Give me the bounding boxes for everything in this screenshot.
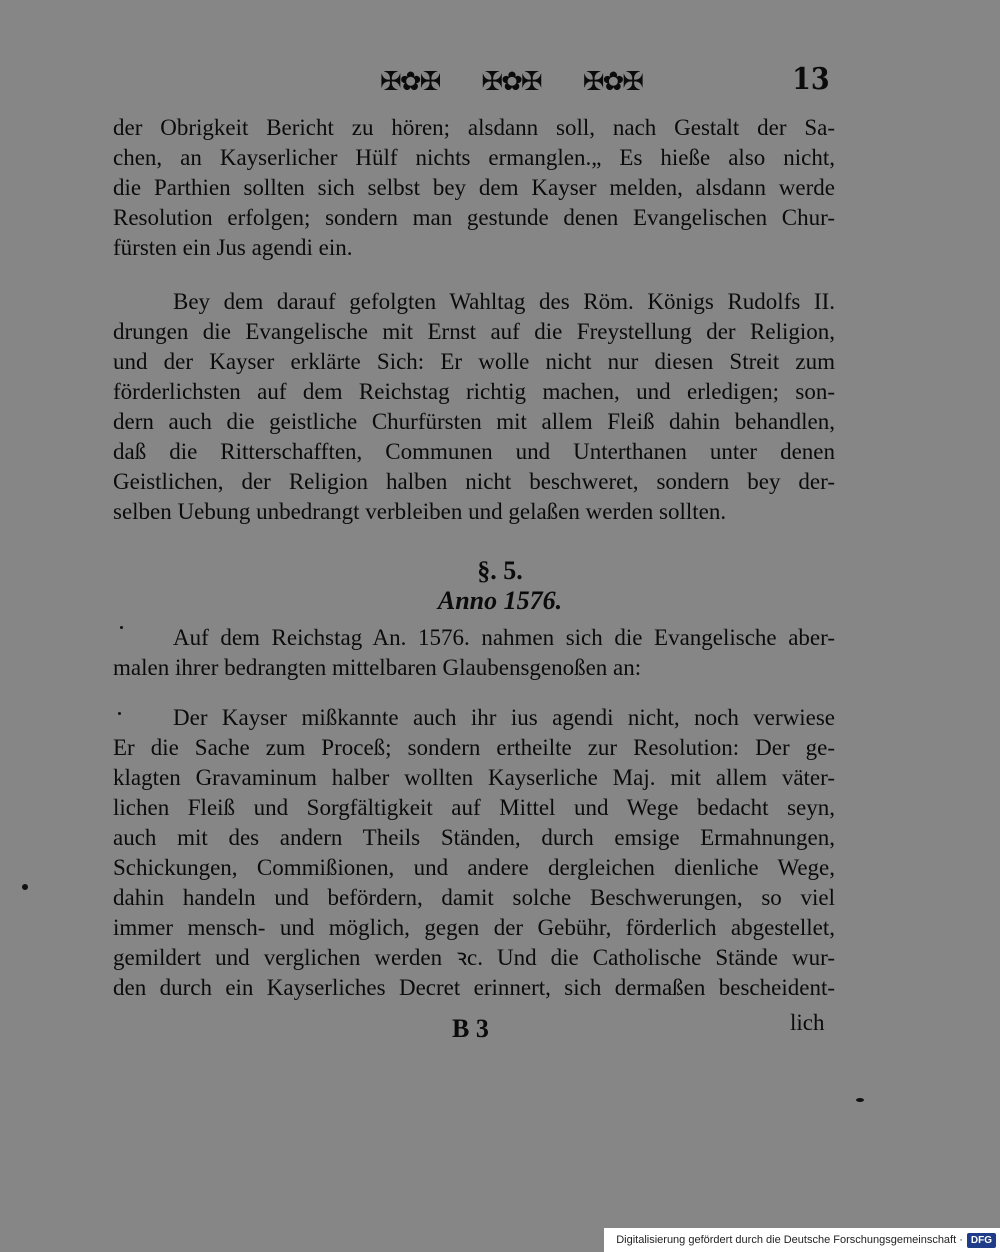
dfg-logo: DFG xyxy=(967,1233,996,1248)
text-line: Bey dem darauf gefolgten Wahltag des Röm. Königs Rudolfs II. xyxy=(173,289,835,314)
text-line: Auf dem Reichstag An. 1576. nahmen sich die Evangelische aber- xyxy=(173,625,835,650)
text-line: immer mensch- und möglich, gegen der Gebühr, förderlich abgestellet, xyxy=(113,915,835,940)
ornament-2: ✠✿✠ xyxy=(481,67,541,97)
text-line: dern auch die geistliche Churfürsten mit allem Fleiß dahin behandlen, xyxy=(113,409,835,434)
text-line: chen, an Kayserlicher Hülf nichts ermanglen.„ Es hieße also nicht, xyxy=(113,145,835,170)
text-line: daß die Ritterschafften, Communen und Unterthanen unter denen xyxy=(113,439,835,464)
text-line: malen ihrer bedrangten mittelbaren Glaubensgenoßen an: xyxy=(113,655,642,680)
text-line: dahin handeln und befördern, damit solche Beschwerungen, so viel xyxy=(113,885,835,910)
text-line: drungen die Evangelische mit Ernst auf die Freystellung der Religion, xyxy=(113,319,835,344)
page-number: 13 xyxy=(792,62,830,97)
paragraph-3 xyxy=(113,623,835,683)
scan-speck xyxy=(856,1098,864,1102)
page-header-ornaments xyxy=(380,64,643,100)
text-line: lichen Fleiß und Sorgfältigkeit auf Mittel und Wege bedacht seyn, xyxy=(113,795,835,820)
scan-speck xyxy=(120,626,123,629)
ornament-3: ✠✿✠ xyxy=(582,67,643,97)
text-line: Er die Sache zum Proceß; sondern ertheilte zur Resolution: Der ge- xyxy=(113,735,835,760)
footer-credit: Digitalisierung gefördert durch die Deutsche Forschungsgemeinschaft · xyxy=(616,1234,963,1246)
text-line: Schickungen, Commißionen, und andere dergleichen dienliche Wege, xyxy=(113,855,835,880)
text-line: Der Kayser mißkannte auch ihr ius agendi nicht, noch verwiese xyxy=(173,705,835,730)
text-line: klagten Gravaminum halber wollten Kayserliche Maj. mit allem väter- xyxy=(113,765,835,790)
paragraph-1 xyxy=(113,113,835,263)
text-line: förderlichsten auf dem Reichstag richtig machen, und erledigen; son- xyxy=(113,379,835,404)
digitization-footer xyxy=(604,1228,1000,1252)
catchword: lich xyxy=(790,1010,825,1035)
text-line: gemildert und verglichen werden ꝛc. Und die Catholische Stände wur- xyxy=(113,945,835,970)
section-year: Anno 1576. xyxy=(437,586,563,615)
text-line: fürsten ein Jus agendi ein. xyxy=(113,235,353,260)
scan-speck xyxy=(22,884,28,890)
scan-speck xyxy=(118,712,121,715)
ornament-1: ✠✿✠ xyxy=(380,67,440,97)
text-line: selben Uebung unbedrangt verbleiben und gelaßen werden sollten. xyxy=(113,499,727,524)
text-line: den durch ein Kayserliches Decret erinnert, sich dermaßen bescheident- xyxy=(113,975,835,1000)
signature-mark: B 3 xyxy=(452,1014,489,1043)
paragraph-2 xyxy=(113,287,835,527)
paragraph-4 xyxy=(113,703,835,1003)
text-line: und der Kayser erklärte Sich: Er wolle nicht nur diesen Streit zum xyxy=(113,349,835,374)
text-line: Geistlichen, der Religion halben nicht beschweret, sondern bey der- xyxy=(113,469,835,494)
text-line: die Parthien sollten sich selbst bey dem Kayser melden, alsdann werde xyxy=(113,175,835,200)
text-line: auch mit des andern Theils Ständen, durch emsige Ermahnungen, xyxy=(113,825,835,850)
section-heading: §. 5. xyxy=(477,556,523,585)
text-line: der Obrigkeit Bericht zu hören; alsdann soll, nach Gestalt der Sa- xyxy=(113,115,835,140)
text-line: Resolution erfolgen; sondern man gestunde denen Evangelischen Chur- xyxy=(113,205,835,230)
